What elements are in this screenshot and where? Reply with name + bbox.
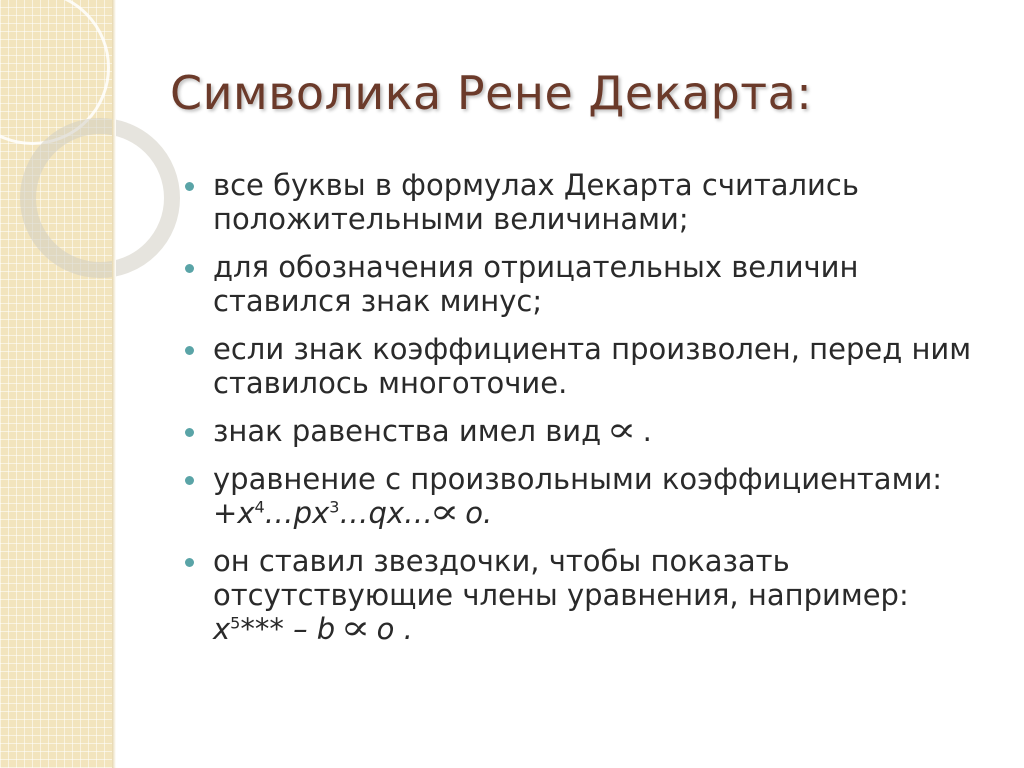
bullet-text: если знак коэффициента произволен, перед ним ставилось многоточие. [213, 332, 972, 400]
slide-title: Символика Рене Декарта: [170, 66, 813, 120]
formula-exponent: 4 [254, 497, 265, 517]
bullet-text: он ставил звездочки, чтобы показать отсутствующие члены уравнения, например: [213, 544, 909, 612]
bullet-dot-icon [185, 476, 194, 485]
formula-part: *** – b [240, 612, 345, 646]
bullet-item [185, 462, 985, 530]
bullet-dot-icon [185, 264, 194, 273]
equals-sign-symbol: ∝ [340, 608, 371, 648]
bullet-dot-icon [185, 558, 194, 567]
bullet-text: знак равенства имел вид [213, 414, 611, 448]
formula-variable: x [237, 496, 255, 530]
bullet-item [185, 410, 985, 450]
side-strip-edge [112, 0, 116, 768]
bullet-text-end: . [642, 414, 652, 448]
bullet-item [185, 168, 985, 236]
formula-variable: x [213, 612, 231, 646]
bullet-item [185, 250, 985, 318]
bullet-item [185, 544, 985, 646]
decorative-ring [20, 118, 180, 278]
bullet-list [185, 168, 985, 660]
bullet-dot-icon [185, 428, 194, 437]
bullet-text: все буквы в формулах Декарта считались положительными величинами; [213, 168, 859, 236]
decorative-side-strip [0, 0, 112, 768]
bullet-dot-icon [185, 182, 194, 191]
bullet-item [185, 332, 985, 400]
bullet-text: для обозначения отрицательных величин ставился знак минус; [213, 250, 859, 318]
formula-part: о. [456, 496, 493, 530]
formula-exponent: 5 [230, 613, 241, 633]
formula-part: о . [367, 612, 413, 646]
bullet-text: уравнение с произвольными коэффициентами: + [213, 462, 943, 530]
formula-part: …qx… [339, 496, 434, 530]
bullet-dot-icon [185, 346, 194, 355]
formula-part: …px [264, 496, 330, 530]
equals-sign-symbol: ∝ [606, 410, 637, 450]
formula-exponent: 3 [329, 497, 340, 517]
equals-sign-symbol: ∝ [429, 492, 460, 532]
